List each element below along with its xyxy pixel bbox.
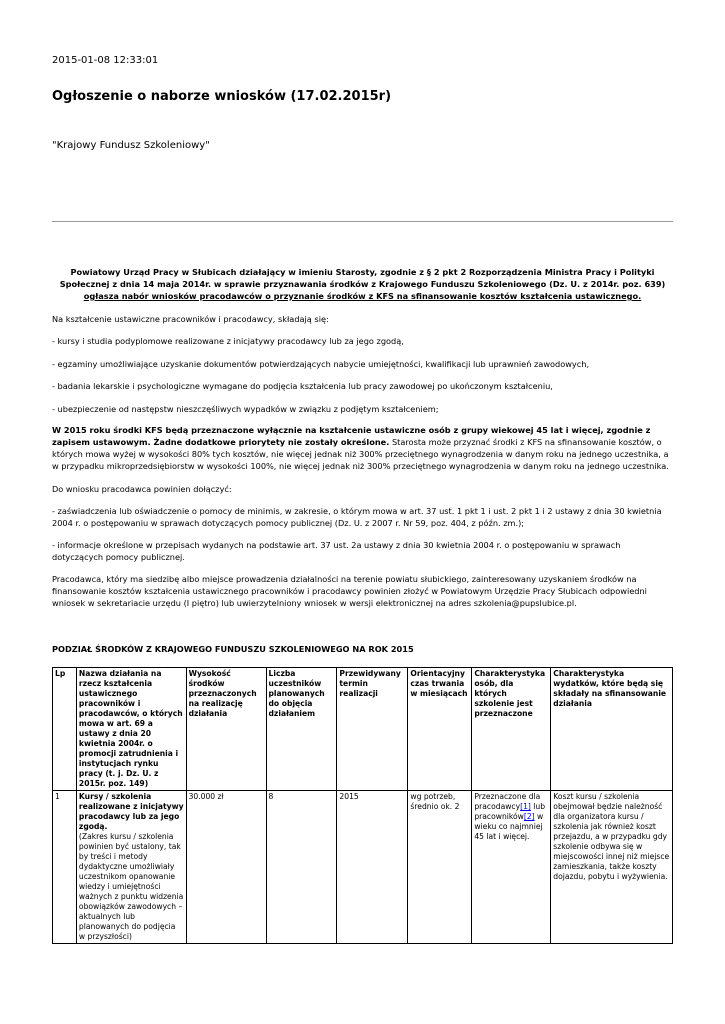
action-name-bold: Kursy / szkolenia realizowane z inicjatywy pracodawcy lub za jego zgodą. [78, 792, 184, 831]
subtitle: "Krajowy Fundusz Szkoleniowy" [52, 140, 210, 151]
list-item: - kursy i studia podyplomowe realizowane z inicjatywy pracodawcy lub za jego zgodą, [52, 336, 404, 346]
table-header-row [53, 668, 673, 791]
table-header-cell: Charakterystyka wydatków, które będą się składały na sfinansowanie działania [551, 668, 673, 791]
lead-underlined-text: ogłasza nabór wniosków pracodawców o przyznanie środków z KFS na sfinansowanie kosztów kształcenia ustawicznego. [83, 291, 642, 301]
lead-text: Powiatowy Urząd Pracy w Słubicach działający w imieniu Starosty, zgodnie z § 2 pkt 2 Rozporządzenia Ministra Pracy i Polityki Społecznej z dnia 14 maja 2014r. w sprawie przyznawania środków z Krajowego Funduszu Szkoleniowego (Dz. U. z 2014r. poz. 639) [59, 267, 666, 289]
priority-text: Starosta może przyznać środki z KFS na sfinansowanie kosztów, o których mowa wyżej w wysokości 80% tych kosztów, nie więcej jednak niż 300% przeciętnego wynagrodzenia w danym roku na jednego uczestnika, a w przypadku mikroprzedsiębiorstw w wysokości 100%, nie więcej jednak niż 300% przeciętnego wynagrodzenia w danym roku na jednego uczestnika. [52, 437, 669, 471]
table-header-cell: Przewidywany termin realizacji [337, 668, 408, 791]
table-header-cell: Orientacyjny czas trwania w miesiącach [408, 668, 472, 791]
table-cell-duration: wg potrzeb, średnio ok. 2 [408, 791, 472, 944]
timestamp: 2015-01-08 12:33:01 [52, 55, 159, 66]
lead-paragraph [52, 266, 673, 302]
persons-text: w wieku co najmniej 45 lat i więcej. [474, 812, 544, 841]
page-title: Ogłoszenie o naborze wniosków (17.02.2015r) [52, 89, 392, 104]
table-header-cell: Nazwa działania na rzecz kształcenia ustawicznego pracowników i pracodawców, o których mowa w art. 69 a ustawy z dnia 20 kwietnia 2004r. o promocji zatrudnienia i instytucjach rynku pracy (t. j. Dz. U. z 2015r. poz. 149) [76, 668, 186, 791]
divider [52, 221, 673, 222]
list-item: - badania lekarskie i psychologiczne wymagane do podjęcia kształcenia lub pracy zawodowej po ukończonym kształceniu, [52, 381, 553, 391]
action-name-description: (Zakres kursu / szkolenia powinien być ustalony, tak by treści i metody dydaktyczne umożliwiały uczestnikom opanowanie wiedzy i umiejętności ważnych z punktu widzenia obowiązków zawodowych – aktualnych lub planowanych do podjęcia w przyszłości) [78, 832, 184, 941]
footnote-link-2[interactable]: [2] [523, 812, 535, 821]
persons-text: lub pracowników [474, 802, 546, 821]
attach-item: - zaświadczenia lub oświadczenie o pomocy de minimis, w zakresie, o którym mowa w art. 37 ust. 1 pkt 1 i ust. 2 pkt 1 i 2 ustawy z dnia 30 kwietnia 2004 r. o postępowaniu w sprawach dotyczących pomocy publicznej (Dz. U. z 2007 r. Nr 59, poz. 404, z późn. zm.); [52, 506, 662, 528]
table-cell-expenses: Koszt kursu / szkolenia obejmował będzie należność dla organizatora kursu / szkolenia jak również koszt przejazdu, a w przypadku gdy szkolenie odbywa się w miejscowości innej niż miejsce zamieszkania, także koszty dojazdu, pobytu i wyżywienia. [551, 791, 673, 944]
list-item: - ubezpieczenie od następstw nieszczęśliwych wypadków w związku z podjętym kształceniem; [52, 404, 439, 414]
table-header-cell: Liczba uczestników planowanych do objęcia działaniem [266, 668, 337, 791]
attach-item: - informacje określone w przepisach wydanych na podstawie art. 37 ust. 2a ustawy z dnia 30 kwietnia 2004 r. o postępowaniu w sprawach dotyczących pomocy publicznej. [52, 540, 621, 562]
table-cell-amount: 30.000 zł [186, 791, 266, 944]
table-cell-lp: 1 [53, 791, 77, 944]
footnote-link-1[interactable]: [1] [520, 802, 531, 811]
table-cell-term: 2015 [337, 791, 408, 944]
funds-table [52, 667, 673, 944]
table-header-cell: Charakterystyka osób, dla których szkolenie jest przeznaczone [472, 668, 551, 791]
priority-paragraph [52, 424, 673, 472]
list-item: - egzaminy umożliwiające uzyskanie dokumentów potwierdzających nabycie umiejętności, kwalifikacji lub uprawnień zawodowych, [52, 359, 590, 369]
table-header-cell: Lp [53, 668, 77, 791]
table-cell-persons [472, 791, 551, 944]
table-row [53, 791, 673, 944]
table-header-cell: Wysokość środków przeznaczonych na realizację działania [186, 668, 266, 791]
priority-bold-text: W 2015 roku środki KFS będą przeznaczone wyłącznie na kształcenie ustawiczne osób z grupy wiekowej 45 lat i więcej, zgodnie z zapisem ustawowym. Żadne dodatkowe priorytety nie zostały określone. [52, 425, 651, 447]
attach-intro: Do wniosku pracodawca powinien dołączyć: [52, 484, 232, 494]
intro-text: Na kształcenie ustawiczne pracowników i pracodawcy, składają się: [52, 314, 329, 324]
closing-paragraph: Pracodawca, który ma siedzibę albo miejsce prowadzenia działalności na terenie powiatu słubickiego, zainteresowany uzyskaniem środków na finansowanie kosztów kształcenia ustawicznego pracowników i pracodawcy powinien złożyć w Powiatowym Urzędzie Pracy Słubicach odpowiedni wniosek w sekretariacie urzędu (I piętro) lub uwierzytelniony wniosek w wersji elektronicznej na adres szkolenia@pupslubice.pl. [52, 574, 647, 608]
section-title: PODZIAŁ ŚRODKÓW Z KRAJOWEGO FUNDUSZU SZKOLENIOWEGO NA ROK 2015 [52, 644, 414, 654]
persons-text: Przeznaczone dla pracodawcy [474, 792, 541, 811]
table-cell-name [76, 791, 186, 944]
table-cell-participants: 8 [266, 791, 337, 944]
